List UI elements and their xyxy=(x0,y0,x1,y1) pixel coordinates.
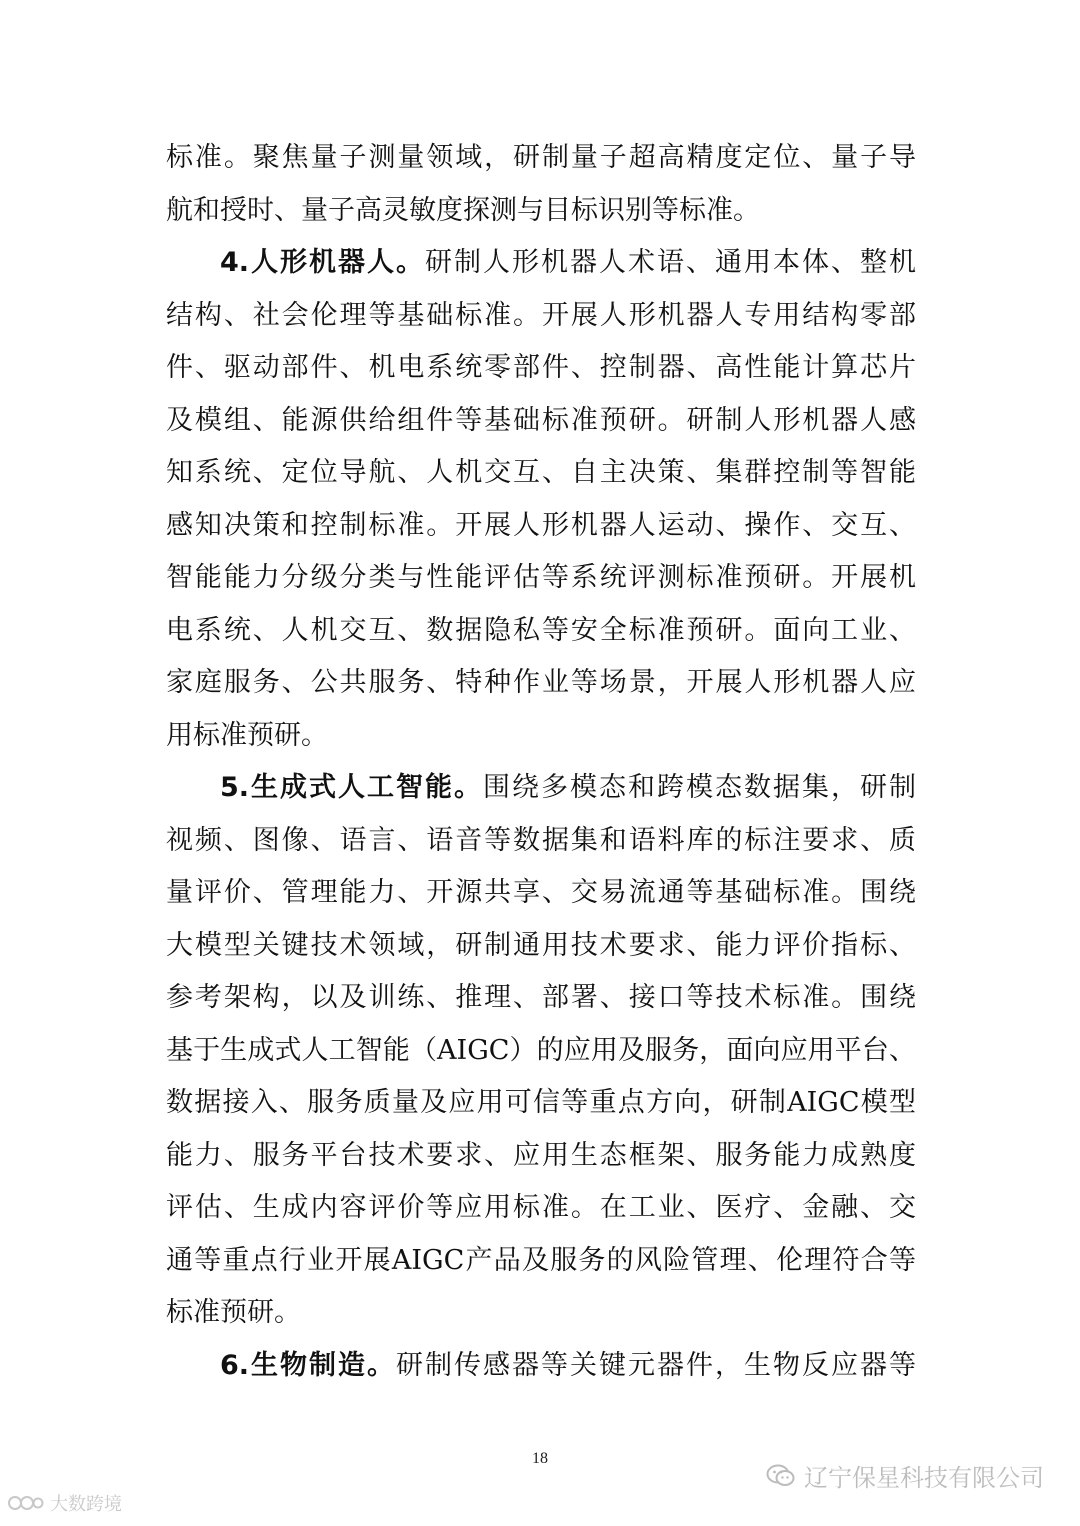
section-heading-line xyxy=(166,237,916,290)
wechat-watermark xyxy=(766,1458,1044,1493)
line-text: 及模组、能源供给组件等基础标准预研。研制人形机器人感 xyxy=(166,404,916,436)
line-text: 研制传感器等关键元器件，生物反应器等 xyxy=(396,1349,916,1381)
section-heading: 6.生物制造。 xyxy=(220,1349,397,1381)
section-heading-line xyxy=(166,762,916,815)
section-heading-line xyxy=(166,1340,916,1393)
text-line xyxy=(166,290,916,343)
line-text: 通等重点行业开展AIGC产品及服务的风险管理、伦理符合等 xyxy=(166,1244,916,1276)
text-line xyxy=(166,972,916,1025)
line-text: 研制人形机器人术语、通用本体、整机 xyxy=(425,247,916,278)
text-line xyxy=(166,657,916,710)
text-line xyxy=(166,552,916,605)
line-text: 标准。聚焦量子测量领域，研制量子超高精度定位、量子导 xyxy=(166,142,916,173)
line-text: 标准预研。 xyxy=(166,1297,301,1328)
text-line xyxy=(166,185,916,238)
dsk-logo-icon xyxy=(8,1494,44,1512)
line-text: 件、驱动部件、机电系统零部件、控制器、高性能计算芯片 xyxy=(166,352,916,383)
line-text: 评估、生成内容评价等应用标准。在工业、医疗、金融、交 xyxy=(166,1192,916,1223)
text-line xyxy=(166,1182,916,1235)
page-number: 18 xyxy=(532,1450,548,1467)
text-line xyxy=(166,500,916,553)
line-text: 参考架构，以及训练、推理、部署、接口等技术标准。围绕 xyxy=(166,982,916,1013)
text-line xyxy=(166,342,916,395)
text-line xyxy=(166,1025,916,1078)
line-text: 航和授时、量子高灵敏度探测与目标识别等标准。 xyxy=(166,194,760,226)
text-line xyxy=(166,395,916,448)
text-line xyxy=(166,920,916,973)
line-text: 结构、社会伦理等基础标准。开展人形机器人专用结构零部 xyxy=(166,299,916,331)
line-text: 量评价、管理能力、开源共享、交易流通等基础标准。围绕 xyxy=(166,877,916,908)
line-text: 数据接入、服务质量及应用可信等重点方向，研制AIGC模型 xyxy=(166,1087,916,1118)
wechat-watermark-text: 辽宁保星科技有限公司 xyxy=(804,1464,1044,1492)
text-line xyxy=(166,1287,916,1340)
text-line xyxy=(166,1235,916,1288)
line-text: 大模型关键技术领域，研制通用技术要求、能力评价指标、 xyxy=(166,929,916,961)
text-line xyxy=(166,710,916,763)
line-text: 能力、服务平台技术要求、应用生态框架、服务能力成熟度 xyxy=(166,1139,916,1171)
text-line xyxy=(166,447,916,500)
document-body xyxy=(166,132,916,1392)
line-text: 围绕多模态和跨模态数据集，研制 xyxy=(483,772,916,803)
line-text: 家庭服务、公共服务、特种作业等场景，开展人形机器人应 xyxy=(166,667,916,698)
line-text: 基于生成式人工智能（AIGC）的应用及服务，面向应用平台、 xyxy=(166,1034,916,1066)
section-heading: 4.人形机器人。 xyxy=(220,247,426,278)
line-text: 智能能力分级分类与性能评估等系统评测标准预研。开展机 xyxy=(166,562,916,593)
line-text: 知系统、定位导航、人机交互、自主决策、集群控制等智能 xyxy=(166,457,916,488)
dsk-watermark xyxy=(8,1490,122,1516)
text-line xyxy=(166,815,916,868)
text-line xyxy=(166,132,916,185)
wechat-icon xyxy=(766,1463,796,1489)
text-line xyxy=(166,605,916,658)
text-line xyxy=(166,1130,916,1183)
section-heading: 5.生成式人工智能。 xyxy=(220,772,484,803)
line-text: 感知决策和控制标准。开展人形机器人运动、操作、交互、 xyxy=(166,509,916,541)
dsk-watermark-text: 大数跨境 xyxy=(50,1494,122,1515)
line-text: 视频、图像、语言、语音等数据集和语料库的标注要求、质 xyxy=(166,824,916,856)
text-line xyxy=(166,1077,916,1130)
text-line xyxy=(166,867,916,920)
line-text: 电系统、人机交互、数据隐私等安全标准预研。面向工业、 xyxy=(166,614,916,646)
line-text: 用标准预研。 xyxy=(166,719,328,751)
